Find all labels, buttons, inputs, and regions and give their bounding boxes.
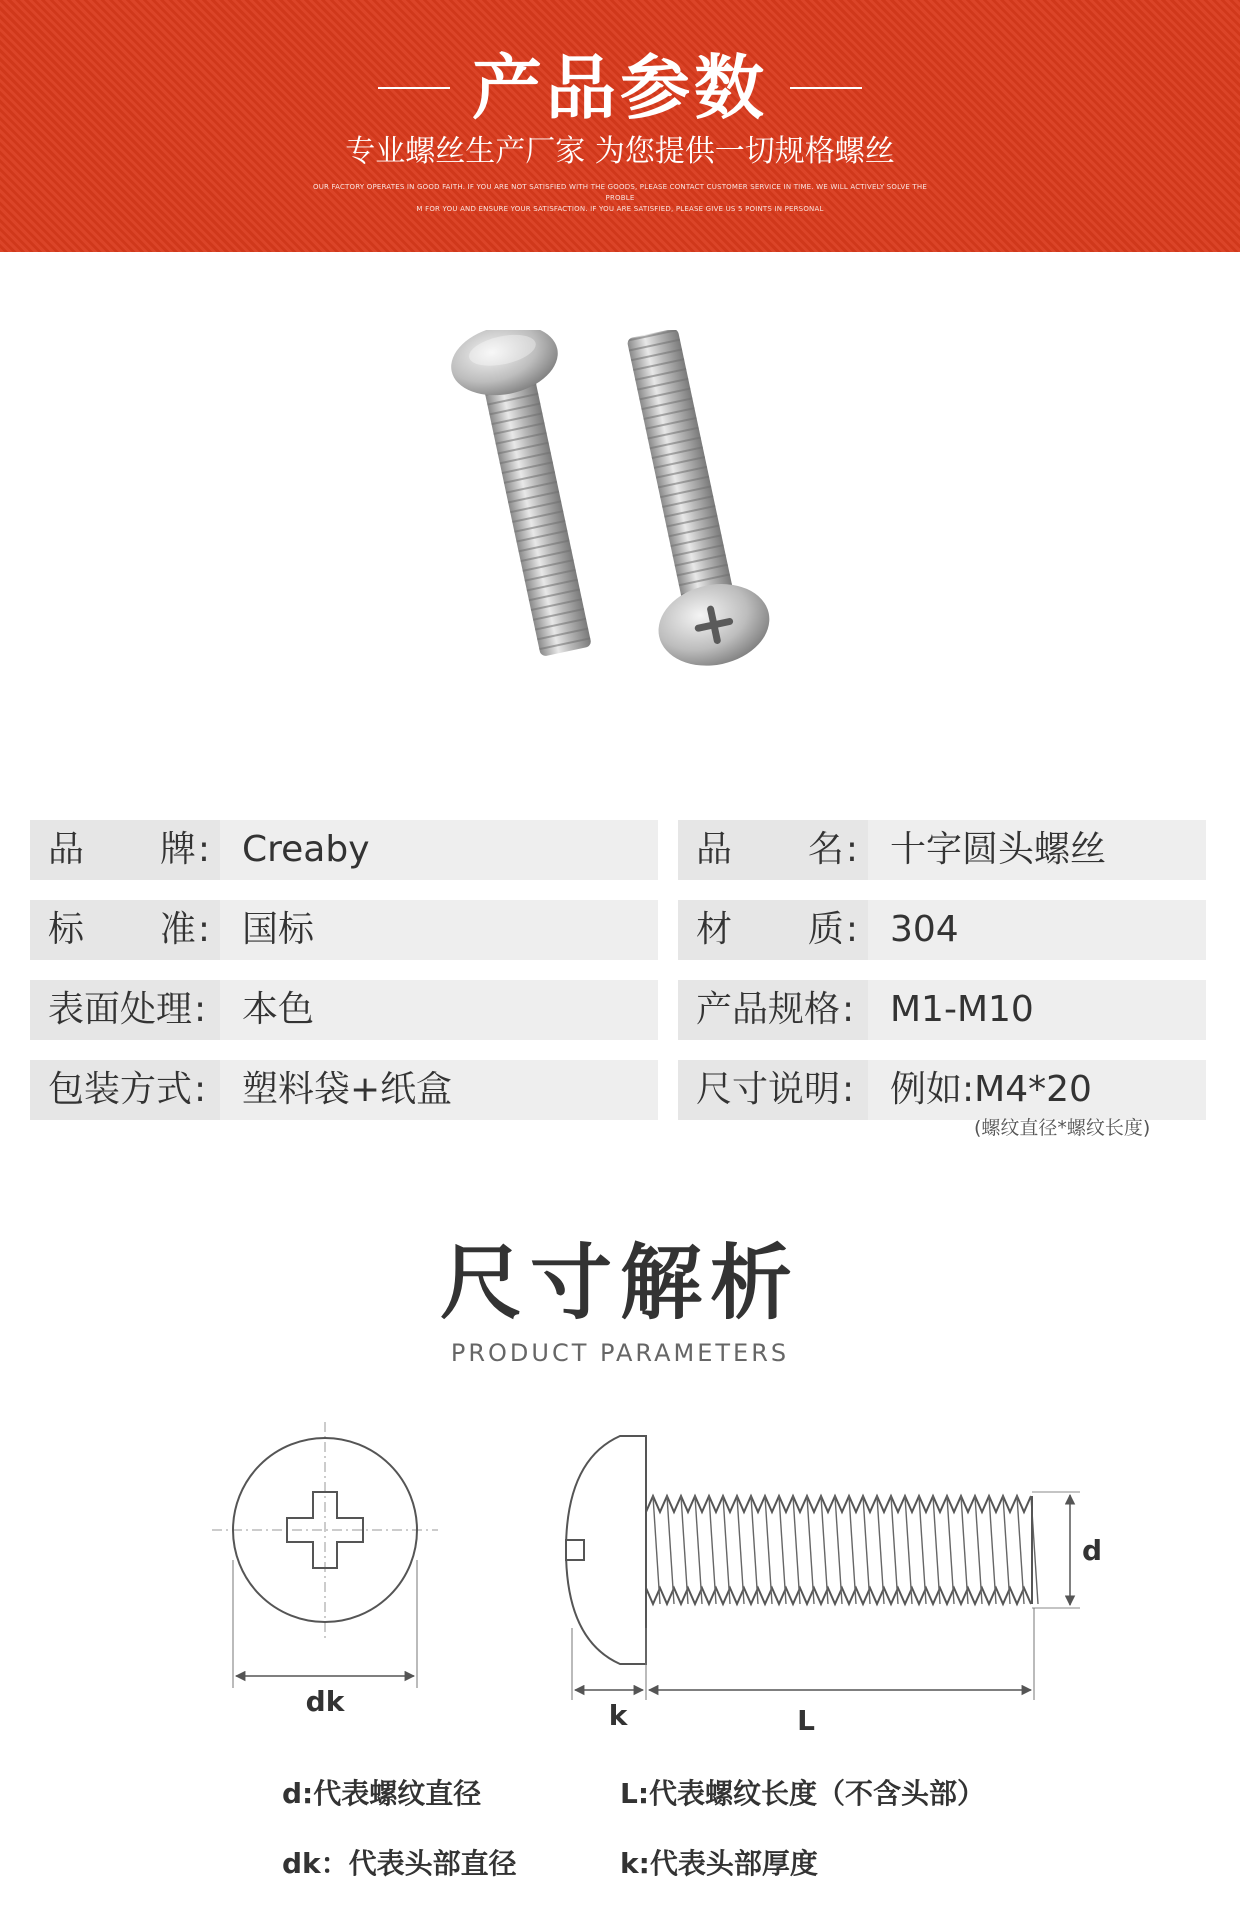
spec-label-standard: 标 准: bbox=[30, 900, 220, 960]
spec-label-name: 品 名: bbox=[678, 820, 868, 880]
spec-row-size-range bbox=[678, 980, 1206, 1040]
spec-value-brand: Creaby bbox=[242, 829, 370, 870]
spec-value-name: 十字圆头螺丝 bbox=[890, 829, 1107, 870]
banner-title: 产品参数 bbox=[472, 47, 768, 129]
head-top-view bbox=[212, 1422, 438, 1718]
thread-flank-line bbox=[695, 1496, 702, 1604]
dim-label-d: d bbox=[1082, 1534, 1103, 1567]
screw-side-view bbox=[566, 1436, 1102, 1737]
banner-subtitle: 专业螺丝生产厂家 为您提供一切规格螺丝 bbox=[345, 134, 895, 169]
thread-flank-line bbox=[765, 1496, 772, 1604]
thread-flank-line bbox=[989, 1496, 996, 1604]
spec-label-size-note: 尺寸说明: bbox=[678, 1060, 868, 1120]
spec-label-surface: 表面处理: bbox=[30, 980, 220, 1040]
banner-right-line bbox=[790, 87, 862, 89]
thread-flank-line bbox=[1017, 1496, 1024, 1604]
banner-fine-print-line-2: M FOR YOU AND ENSURE YOUR SATISFACTION. IF YOU ARE SATISFIED, PLEASE GIVE US 5 POINTS IN PERSONAL bbox=[416, 205, 824, 213]
thread-flank-line bbox=[821, 1496, 828, 1604]
thread-flank-line bbox=[709, 1496, 716, 1604]
thread-flank-line bbox=[891, 1496, 898, 1604]
banner-left-line bbox=[378, 87, 450, 89]
banner-fine-print bbox=[300, 182, 940, 215]
thread-flank-line bbox=[667, 1496, 674, 1604]
spec-row-material bbox=[678, 900, 1206, 960]
thread-top-edge bbox=[646, 1496, 1031, 1512]
thread-flank-line bbox=[905, 1496, 912, 1604]
thread-flank-line bbox=[751, 1496, 758, 1604]
thread-flank-line bbox=[779, 1496, 786, 1604]
screw-2 bbox=[597, 330, 777, 676]
thread-flank-line bbox=[723, 1496, 730, 1604]
spec-value-material: 304 bbox=[890, 909, 959, 950]
thread-flank-line bbox=[1003, 1496, 1010, 1604]
spec-value-size-range: M1-M10 bbox=[890, 989, 1034, 1030]
thread-flank-line bbox=[975, 1496, 982, 1604]
dim-label-L: L bbox=[797, 1704, 815, 1737]
spec-row-brand bbox=[30, 820, 658, 880]
header-banner bbox=[0, 0, 1240, 252]
spec-value-standard: 国标 bbox=[242, 909, 315, 950]
spec-value-surface: 本色 bbox=[242, 989, 315, 1030]
legend-dk: dk：代表头部直径 bbox=[282, 1847, 517, 1880]
thread-flank-line bbox=[835, 1496, 842, 1604]
dim-label-dk: dk bbox=[305, 1685, 345, 1718]
spec-label-material: 材 质: bbox=[678, 900, 868, 960]
screw-1 bbox=[445, 330, 620, 663]
thread-flank-line bbox=[877, 1496, 884, 1604]
section-subtitle: PRODUCT PARAMETERS bbox=[450, 1339, 790, 1367]
thread-flank-line bbox=[737, 1496, 744, 1604]
section-title: 尺寸解析 bbox=[439, 1236, 800, 1331]
spec-label-packing: 包装方式: bbox=[30, 1060, 220, 1120]
legend-d: d:代表螺纹直径 bbox=[282, 1777, 482, 1810]
spec-row-packing bbox=[30, 1060, 658, 1120]
thread-bottom-edge bbox=[646, 1588, 1031, 1604]
spec-row-size-note bbox=[678, 1060, 1206, 1120]
spec-row-standard bbox=[30, 900, 658, 960]
legend-k: k:代表头部厚度 bbox=[620, 1847, 818, 1880]
thread-flank-line bbox=[947, 1496, 954, 1604]
spec-value-size-note: 例如:M4*20 bbox=[890, 1069, 1092, 1110]
thread-flank-line bbox=[863, 1496, 870, 1604]
banner-title-row bbox=[0, 48, 1240, 128]
spec-size-note-detail: (螺纹直径*螺纹长度) bbox=[974, 1117, 1151, 1139]
dim-label-k: k bbox=[608, 1699, 628, 1732]
thread-flank-line bbox=[919, 1496, 926, 1604]
spec-row-name bbox=[678, 820, 1206, 880]
spec-label-size-range: 产品规格: bbox=[678, 980, 868, 1040]
thread-flank-line bbox=[933, 1496, 940, 1604]
thread-flank-line bbox=[681, 1496, 688, 1604]
thread-flank-line bbox=[793, 1496, 800, 1604]
thread-flanks bbox=[653, 1496, 1038, 1604]
product-photo bbox=[370, 330, 830, 730]
thread-flank-line bbox=[653, 1496, 660, 1604]
thread-flank-line bbox=[807, 1496, 814, 1604]
spec-label-brand: 品 牌: bbox=[30, 820, 220, 880]
thread-flank-line bbox=[961, 1496, 968, 1604]
spec-row-surface bbox=[30, 980, 658, 1040]
dimension-diagram bbox=[0, 1400, 1240, 1760]
thread-flank-line bbox=[849, 1496, 856, 1604]
banner-fine-print-line-1: OUR FACTORY OPERATES IN GOOD FAITH. IF YOU ARE NOT SATISFIED WITH THE GOODS, PLEASE CONTACT CUSTOMER SERVICE IN TIME. WE WILL ACTIVELY SOLVE THE PROBLE bbox=[313, 183, 927, 202]
spec-value-packing: 塑料袋+纸盒 bbox=[242, 1069, 453, 1110]
legend-L: L:代表螺纹长度（不含头部） bbox=[620, 1777, 986, 1810]
